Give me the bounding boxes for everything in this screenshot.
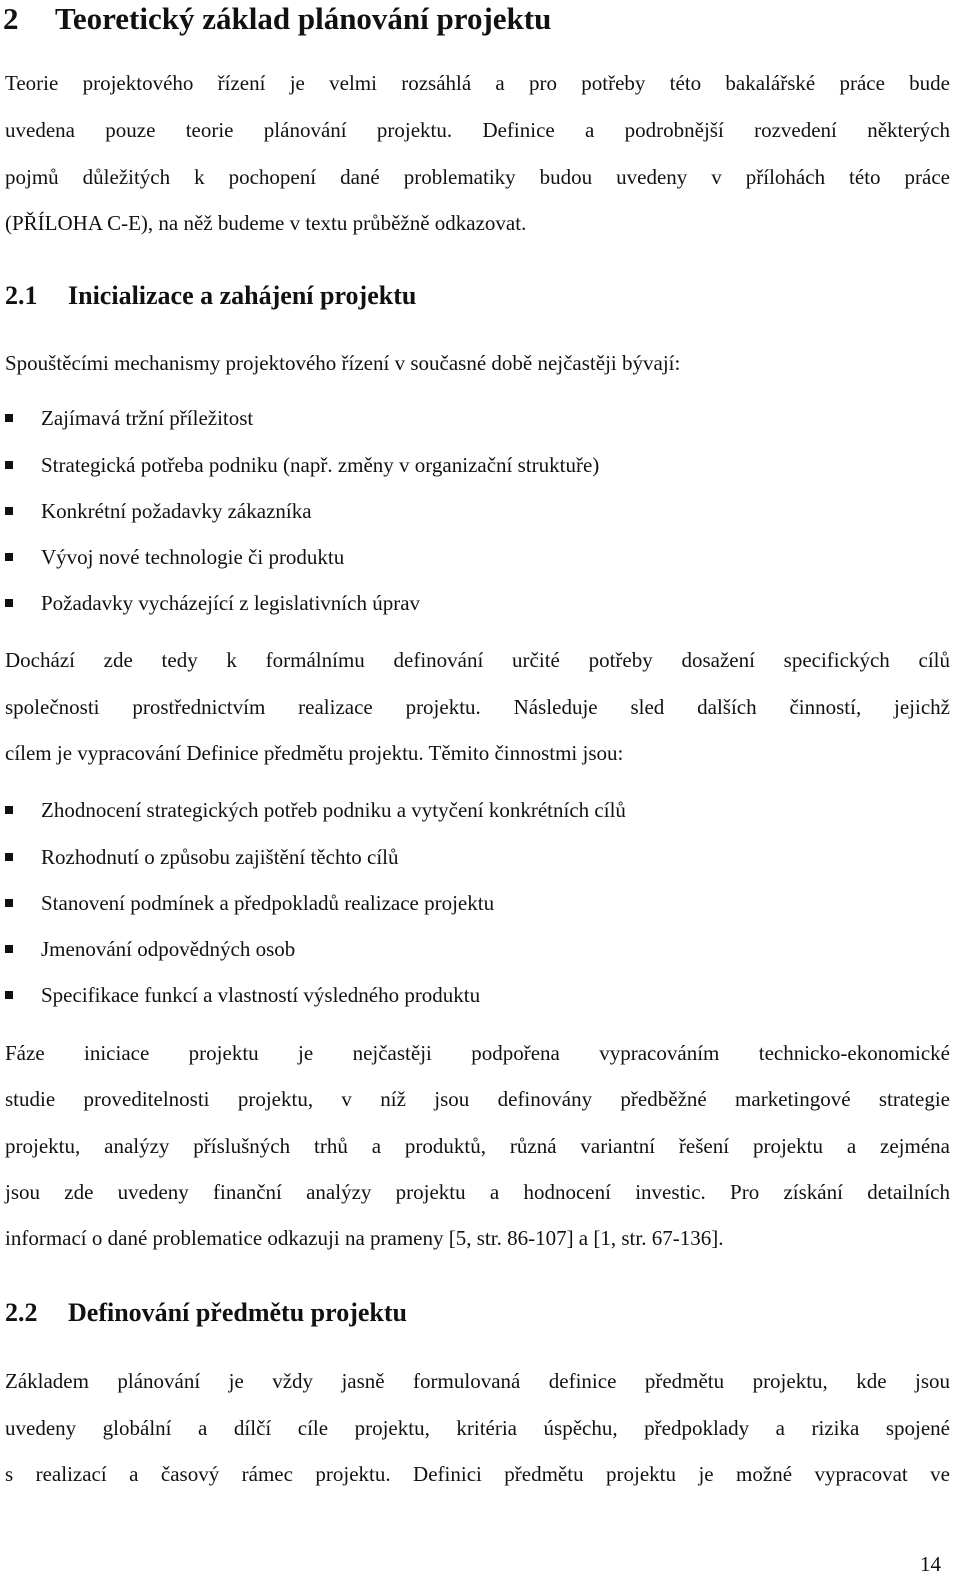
paragraph-line: studie proveditelnosti projektu, v níž jsou definovány předběžné marketingové strategie <box>5 1087 950 1111</box>
subsection-heading-2-2 <box>5 1296 407 1330</box>
paragraph-line: Fáze iniciace projektu je nejčastěji podpořena vypracováním technicko-ekonomické <box>5 1041 950 1065</box>
list-item: Specifikace funkcí a vlastností výsledného produktu <box>5 981 480 1009</box>
list-item: Rozhodnutí o způsobu zajištění těchto cílů <box>5 843 399 871</box>
bullet-square-icon <box>5 553 13 561</box>
page-number: 14 <box>920 1552 941 1576</box>
paragraph-line: jsou zde uvedeny finanční analýzy projektu a hodnocení investic. Pro získání detailních <box>5 1180 950 1204</box>
intro-line: pojmů důležitých k pochopení dané problematiky budou uvedeny v přílohách této práce <box>5 165 950 189</box>
subsection-number: 2.1 <box>5 281 38 310</box>
list-item: Vývoj nové technologie či produktu <box>5 543 344 571</box>
paragraph-line: společnosti prostřednictvím realizace projektu. Následuje sled dalších činností, jejichž <box>5 695 950 719</box>
intro-line: (PŘÍLOHA C-E), na něž budeme v textu průběžně odkazovat. <box>5 211 527 235</box>
list-item: Konkrétní požadavky zákazníka <box>5 497 312 525</box>
subsection-heading-2-1 <box>5 279 416 313</box>
subsection-number: 2.2 <box>5 1298 38 1327</box>
section-heading <box>3 0 953 38</box>
paragraph-line: uvedeny globální a dílčí cíle projektu, kritéria úspěchu, předpoklady a rizika spojené <box>5 1416 950 1440</box>
paragraph-line: s realizací a časový rámec projektu. Definici předmětu projektu je možné vypracovat ve <box>5 1462 950 1486</box>
paragraph-line: Základem plánování je vždy jasně formulovaná definice předmětu projektu, kde jsou <box>5 1369 950 1393</box>
subsection-title: Inicializace a zahájení projektu <box>68 281 417 310</box>
list-item: Zajímavá tržní příležitost <box>5 404 253 432</box>
bullet-square-icon <box>5 991 13 999</box>
list-item: Požadavky vycházející z legislativních úprav <box>5 589 420 617</box>
paragraph-line: cílem je vypracování Definice předmětu projektu. Těmito činnostmi jsou: <box>5 741 624 765</box>
intro-line: uvedena pouze teorie plánování projektu. Definice a podrobnější rozvedení některých <box>5 118 950 142</box>
bullet-square-icon <box>5 599 13 607</box>
paragraph-line: informací o dané problematice odkazuji na prameny [5, str. 86-107] a [1, str. 67-136]. <box>5 1226 724 1250</box>
bullet-square-icon <box>5 899 13 907</box>
bullet-square-icon <box>5 414 13 422</box>
section-number: 2 <box>3 1 19 36</box>
list-item: Zhodnocení strategických potřeb podniku a vytyčení konkrétních cílů <box>5 796 626 824</box>
subsection-title: Definování předmětu projektu <box>68 1298 407 1327</box>
intro-line: Teorie projektového řízení je velmi rozsáhlá a pro potřeby této bakalářské práce bude <box>5 71 950 95</box>
paragraph-line: projektu, analýzy příslušných trhů a produktů, různá variantní řešení projektu a zejména <box>5 1134 950 1158</box>
bullet-square-icon <box>5 853 13 861</box>
bullet-square-icon <box>5 461 13 469</box>
lead-sentence: Spouštěcími mechanismy projektového řízení v současné době nejčastěji bývají: <box>5 351 681 375</box>
list-item: Stanovení podmínek a předpokladů realizace projektu <box>5 889 494 917</box>
paragraph-line: Dochází zde tedy k formálnímu definování určité potřeby dosažení specifických cílů <box>5 648 950 672</box>
bullet-square-icon <box>5 945 13 953</box>
bullet-square-icon <box>5 507 13 515</box>
section-title: Teoretický základ plánování projektu <box>55 1 552 36</box>
list-item: Jmenování odpovědných osob <box>5 935 295 963</box>
bullet-square-icon <box>5 806 13 814</box>
list-item: Strategická potřeba podniku (např. změny v organizační struktuře) <box>5 451 599 479</box>
